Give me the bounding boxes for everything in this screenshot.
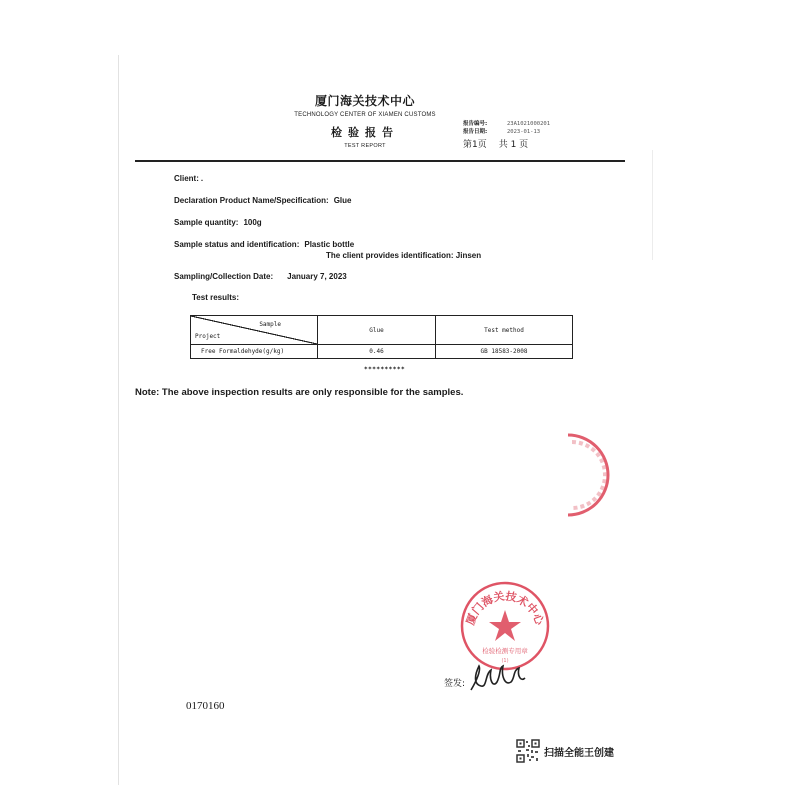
signature-label: 签发: bbox=[444, 679, 466, 689]
page-edge-left bbox=[118, 55, 119, 785]
client-label: Client: bbox=[174, 174, 199, 183]
page-indicator bbox=[463, 137, 540, 150]
product-value: Glue bbox=[333, 196, 352, 205]
status-value: Plastic bottle bbox=[304, 240, 355, 249]
report-date-label: 报告日期: bbox=[463, 128, 488, 135]
date-value: January 7, 2023 bbox=[287, 272, 347, 281]
report-title-en: TEST REPORT bbox=[344, 143, 386, 149]
diagonal-header-cell bbox=[191, 316, 318, 345]
test-results-label: Test results: bbox=[192, 293, 239, 302]
report-number-row bbox=[463, 121, 550, 129]
star-icon bbox=[489, 610, 521, 641]
results-header-row bbox=[191, 316, 573, 345]
client-value: . bbox=[200, 174, 204, 183]
disclaimer-note: Note: The above inspection results are only responsible for the samples. bbox=[135, 387, 464, 398]
table-row bbox=[191, 345, 573, 359]
document-number: 0170160 bbox=[186, 700, 225, 712]
quantity-value: 100g bbox=[243, 218, 262, 227]
report-title-cn: 检验报告 bbox=[331, 126, 399, 139]
report-number-value: 23A1021000201 bbox=[507, 121, 551, 127]
report-date-value: 2023-01-13 bbox=[507, 128, 541, 135]
header-divider bbox=[135, 160, 625, 162]
header-project: Project bbox=[195, 333, 221, 340]
row-method: GB 18583-2008 bbox=[436, 345, 573, 359]
org-name-cn: 厦门海关技术中心 bbox=[314, 94, 415, 108]
official-seal-stamp bbox=[459, 580, 551, 672]
handwritten-signature bbox=[467, 660, 527, 696]
end-mark: ********** bbox=[364, 366, 406, 373]
date-field bbox=[174, 272, 347, 281]
row-value: 0.46 bbox=[318, 345, 436, 359]
scanner-watermark: 扫描全能王创建 bbox=[544, 748, 614, 759]
svg-text:(1): (1) bbox=[501, 658, 509, 664]
header-method: Test method bbox=[436, 316, 573, 345]
qr-code-icon bbox=[516, 739, 540, 763]
report-date-row bbox=[463, 129, 550, 137]
results-table bbox=[190, 315, 573, 359]
partial-seal-stamp bbox=[560, 430, 610, 520]
quantity-field bbox=[174, 218, 262, 227]
header-glue: Glue bbox=[318, 316, 436, 345]
report-meta bbox=[463, 121, 550, 136]
product-field bbox=[174, 196, 351, 205]
row-project: Free Formaldehyde(g/kg) bbox=[191, 345, 318, 359]
seal-sub-text: 检验检测专用章 bbox=[482, 647, 528, 655]
page-number: 第1页 bbox=[463, 140, 487, 150]
status-field bbox=[174, 240, 354, 249]
seal-org-text: 厦门海关技术中心 bbox=[463, 589, 547, 627]
status-label: Sample status and identification: bbox=[174, 240, 300, 249]
status-value-line-2: The client provides identification: Jinsen bbox=[326, 251, 482, 260]
org-name-en: TECHNOLOGY CENTER OF XIAMEN CUSTOMS bbox=[294, 112, 436, 118]
date-label: Sampling/Collection Date: bbox=[174, 272, 274, 281]
report-number-label: 报告编号: bbox=[463, 121, 488, 127]
header-sample: Sample bbox=[259, 321, 281, 328]
quantity-label: Sample quantity: bbox=[174, 218, 239, 227]
product-label: Declaration Product Name/Specification: bbox=[174, 196, 329, 205]
page-total: 共 1 页 bbox=[498, 140, 529, 150]
client-field bbox=[174, 174, 203, 183]
page-edge-right bbox=[652, 150, 653, 260]
